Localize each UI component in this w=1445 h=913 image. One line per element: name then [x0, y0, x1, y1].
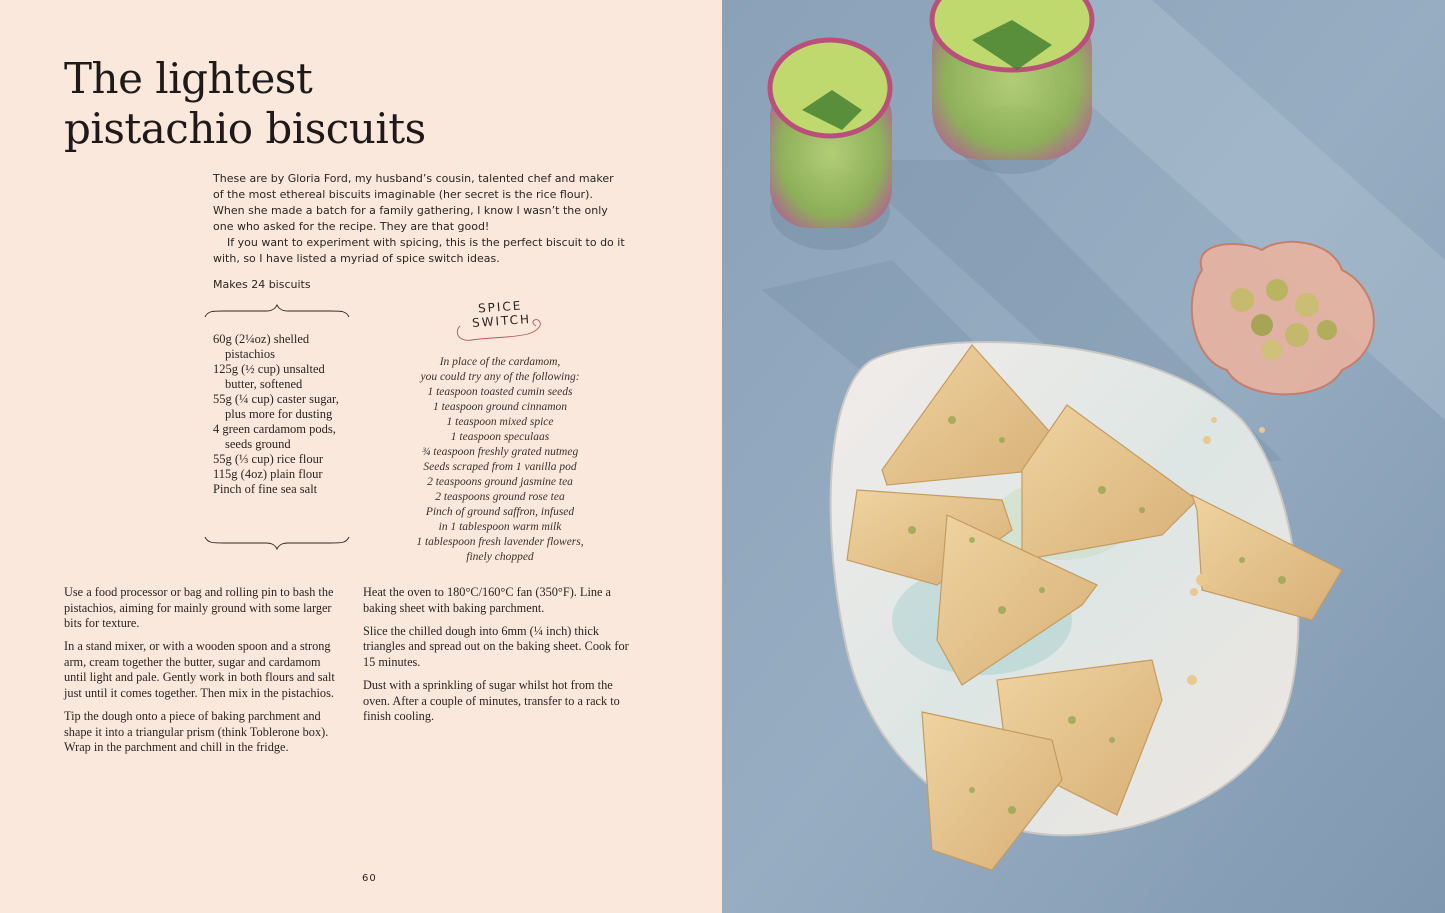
- method-step: In a stand mixer, or with a wooden spoon and a strong arm, cream together the butter, sugar and cardamom until light and pale. Gently work in both flours and salt just until it comes together. Then mix in the pistachios.: [64, 639, 335, 701]
- ingredient-item: Pinch of fine sea salt: [213, 482, 318, 496]
- ingredient-list: [213, 332, 353, 497]
- ingredient-item: 115g (4oz) plain flour: [213, 467, 323, 481]
- method-step: Slice the chilled dough into 6mm (¼ inch) thick triangles and spread out on the baking sheet. Cook for 15 minutes.: [363, 623, 629, 669]
- spice-heading-word-1: SPICE: [477, 298, 523, 316]
- page-number: 60: [362, 873, 377, 884]
- ingredient-item: 55g (¼ cup) caster sugar, plus more for dusting: [213, 392, 339, 421]
- ingredient-item: 125g (½ cup) unsalted butter, softened: [213, 362, 325, 391]
- spice-line: Seeds scraped from 1 vanilla pod: [423, 461, 577, 473]
- mint-tea-glass-icon: [932, 0, 1092, 174]
- brace-top-icon: [204, 304, 350, 318]
- intro-paragraph-2: If you want to experiment with spicing, this is the perfect biscuit to do it with, so I have listed a myriad of spice switch ideas.: [213, 236, 625, 265]
- spice-line: 1 teaspoon ground cinnamon: [432, 401, 568, 413]
- spice-line: 2 teaspoons ground rose tea: [435, 491, 565, 503]
- method-step: Heat the oven to 180°C/160°C fan (350°F). Line a baking sheet with baking parchment.: [363, 585, 612, 615]
- spice-line: 1 teaspoon mixed spice: [446, 416, 554, 428]
- yield-text: Makes 24 biscuits: [213, 278, 311, 291]
- title-line-1: The lightest: [64, 54, 313, 103]
- recipe-intro: [213, 171, 625, 267]
- recipe-page: [0, 0, 722, 913]
- brace-bottom-icon: [204, 536, 350, 550]
- method-step: Use a food processor or bag and rolling pin to bash the pistachios, aiming for mainly ground with some larger bits for texture.: [64, 585, 334, 631]
- spice-switch-heading: [452, 296, 548, 346]
- spice-line: In place of the cardamom,: [439, 356, 561, 368]
- spice-line: ¾ teaspoon freshly grated nutmeg: [421, 446, 579, 458]
- mint-tea-glass-icon: [770, 40, 892, 250]
- spice-line: you could try any of the following:: [420, 371, 580, 383]
- title-line-2: pistachio biscuits: [64, 104, 426, 153]
- spice-heading-word-2: SWITCH: [471, 311, 532, 331]
- spice-line: finely chopped: [466, 551, 534, 563]
- spice-switch-list: [400, 355, 600, 565]
- recipe-title: [64, 54, 484, 154]
- method-step: Tip the dough onto a piece of baking parchment and shape it into a triangular prism (think Toblerone box). Wrap in the parchment and chill in the fridge.: [64, 709, 329, 755]
- spice-line: 1 tablespoon fresh lavender flowers,: [416, 536, 584, 548]
- ingredient-item: 55g (⅓ cup) rice flour: [213, 452, 324, 466]
- spice-line: 1 teaspoon speculaas: [450, 431, 550, 443]
- spice-line: Pinch of ground saffron, infused: [425, 506, 575, 518]
- method-column-1: [64, 585, 344, 763]
- intro-paragraph-1: These are by Gloria Ford, my husband’s cousin, talented chef and maker of the most ethereal biscuits imaginable (her secret is the rice flour). When she made a batch for a family gathering, I know I wasn’t the only one who asked for the recipe. They are that good!: [213, 172, 614, 233]
- spice-line: in 1 tablespoon warm milk: [438, 521, 562, 533]
- method-column-2: [363, 585, 641, 732]
- spice-line: 1 teaspoon toasted cumin seeds: [427, 386, 573, 398]
- spice-line: 2 teaspoons ground jasmine tea: [427, 476, 573, 488]
- food-photo-illustration: [722, 0, 1445, 913]
- ingredient-item: 4 green cardamom pods, seeds ground: [213, 422, 336, 451]
- method-step: Dust with a sprinkling of sugar whilst hot from the oven. After a couple of minutes, transfer to a rack to finish cooling.: [363, 677, 620, 724]
- ingredient-item: 60g (2¼oz) shelled pistachios: [213, 332, 310, 361]
- food-photo: [722, 0, 1445, 913]
